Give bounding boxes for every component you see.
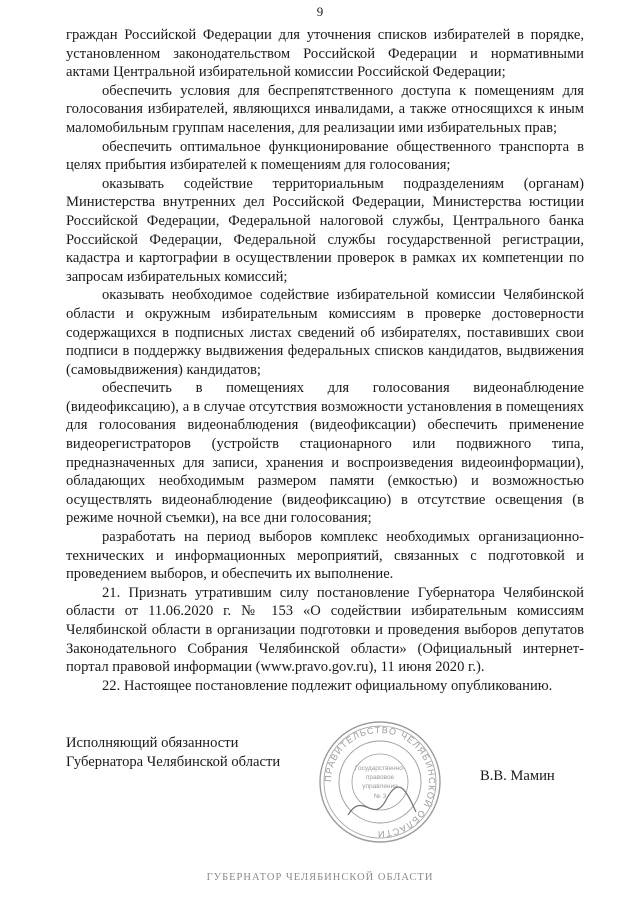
letterhead-footer: ГУБЕРНАТОР ЧЕЛЯБИНСКОЙ ОБЛАСТИ bbox=[206, 872, 434, 883]
paragraph: оказывать необходимое содействие избирательной комиссии Челябинской области и окружным избирательным комиссиям в проверке достоверности содержащихся в подписных листах сведений об избирателях, поставивших свои подписи в поддержку выдвижения федеральных списков кандидатов, выдвижения (самовыдвижения) кандидатов; bbox=[66, 287, 584, 378]
signatory-title bbox=[66, 734, 280, 772]
signatory-title-line: Исполняющий обязанности bbox=[66, 735, 239, 751]
official-seal bbox=[318, 720, 442, 844]
paragraph: разработать на период выборов комплекс необходимых организационно-технических и информационных мероприятий, связанных с подготовкой и проведением выборов, и обеспечить их выполнение. bbox=[66, 529, 584, 583]
paragraph: обеспечить в помещениях для голосования видеонаблюдение (видеофиксацию), а в случае отсутствия возможности установления в помещениях для голосования видеонаблюдения (видеофиксации) обеспечить применение видеорегистраторов (устройств стационарного или подвижного типа, предназначенных для записи, хранения и воспроизведения видеоинформации), обладающих необходимым размером памяти (емкостью) и возможностью осуществлять видеонаблюдение (видеофиксацию) в отсутствие освещения (в режиме ночной съемки), на все дни голосования; bbox=[66, 380, 584, 527]
seal-center-line: управление bbox=[362, 783, 398, 790]
paragraph: граждан Российской Федерации для уточнения списков избирателей в порядке, установленном законодательством Российской Федерации и нормативными актами Центральной избирательной комиссии Российской Федерации; bbox=[66, 27, 584, 81]
paragraph: 21. Признать утратившим силу постановление Губернатора Челябинской области от 11.06.2020 г. № 153 «О содействии избирательным комиссиям Челябинской области в организации подготовки и проведения выборов депутатов Законодательного Собрания Челябинской области» (Официальный интернет-портал правовой информации (www.pravo.gov.ru), 11 июня 2020 г.). bbox=[66, 584, 584, 676]
seal-center-line: № 3 bbox=[373, 793, 387, 800]
paragraph: обеспечить условия для беспрепятственного доступа к помещениям для голосования избирателей, являющихся инвалидами, а также относящихся к иным маломобильным группам населения, для реализации ими избирательных прав; bbox=[66, 82, 584, 136]
signatory-title-line: Губернатора Челябинской области bbox=[66, 754, 281, 770]
seal-outer-ring bbox=[320, 722, 440, 842]
document-body bbox=[66, 26, 584, 695]
signature-scribble bbox=[348, 787, 416, 815]
seal-center-line: Государственно- bbox=[354, 765, 406, 772]
paragraph: обеспечить оптимальное функционирование общественного транспорта в целях прибытия избирателей к помещениям для голосования; bbox=[66, 138, 584, 174]
paragraph: 22. Настоящее постановление подлежит официальному опубликованию. bbox=[102, 677, 553, 694]
page-number: 9 bbox=[316, 4, 324, 19]
seal-ring-text: ПРАВИТЕЛЬСТВО ЧЕЛЯБИНСКОЙ ОБЛАСТИ bbox=[322, 724, 438, 840]
signatory-name: В.В. Мамин bbox=[480, 768, 555, 784]
seal-center-line: правовое bbox=[365, 774, 395, 781]
paragraph: оказывать содействие территориальным подразделениям (органам) Министерства внутренних дел Российской Федерации, Министерства юстиции Российской Федерации, Федеральной налоговой службы, Центрального банка Российской Федерации, Федеральной службы государственной регистрации, кадастра и картографии в осуществлении проверок в рамках их компетенции по запросам избирательных комиссий; bbox=[66, 175, 584, 285]
seal-core-ring bbox=[352, 754, 408, 810]
